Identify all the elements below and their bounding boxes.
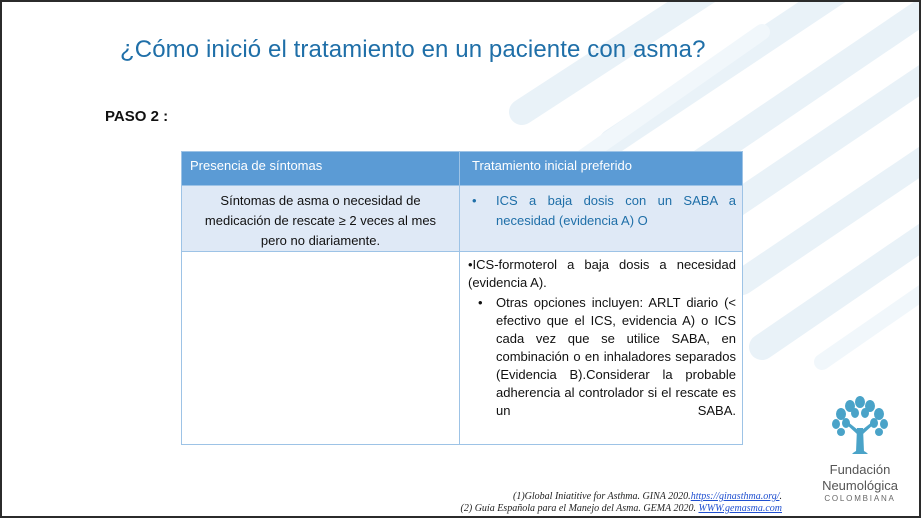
treatment-block <box>460 252 742 420</box>
bullet-marker: • <box>472 193 477 208</box>
other-options-item <box>468 294 736 420</box>
logo-line-1: Fundación <box>829 462 891 477</box>
table-row <box>182 186 743 252</box>
treatment-text: ICS a baja dosis con un SABA a necesidad (evidencia A) O <box>496 193 736 228</box>
symptoms-cell-empty <box>182 252 460 445</box>
reference-1-text: (1)Global Iniatitive for Asthma. GINA 2020. <box>513 491 691 502</box>
reference-2-text: (2) Guía Española para el Manejo del Asma. GEMA 2020. <box>460 503 699 514</box>
logo-line-2: Neumológica <box>822 478 898 493</box>
table-header-row <box>182 152 743 186</box>
header-treatment: Tratamiento inicial preferido <box>460 152 743 186</box>
symptoms-text: Síntomas de asma o necesidad de medicación de rescate ≥ 2 veces al mes pero no diariamente. <box>204 193 437 248</box>
treatment-main-text: •ICS-formoterol a baja dosis a necesidad (evidencia A). <box>468 257 736 290</box>
treatment-table <box>181 151 743 445</box>
symptoms-cell <box>182 186 460 252</box>
treatment-bullet-item <box>460 186 742 231</box>
reference-1-link[interactable]: https://ginasthma.org/ <box>690 491 780 502</box>
treatment-cell <box>460 186 743 252</box>
tree-icon <box>828 394 892 456</box>
reference-1-end: . <box>779 491 782 502</box>
header-symptoms: Presencia de síntomas <box>182 152 460 186</box>
step-label: PASO 2 : <box>105 108 169 125</box>
treatment-cell <box>460 252 743 445</box>
slide-title: ¿Cómo inició el tratamiento en un paciente con asma? <box>120 36 706 63</box>
slide <box>2 2 919 516</box>
reference-1 <box>382 491 782 503</box>
bullet-marker: • <box>478 295 483 310</box>
reference-2 <box>382 503 782 515</box>
table-row <box>182 252 743 445</box>
logo <box>820 394 900 504</box>
logo-line-3: COLOMBIANA <box>824 494 896 503</box>
other-options-text: Otras opciones incluyen: ARLT diario (< efectivo que el ICS, evidencia A) o ICS cada vez que se utilice SABA, en combinación o en inhaladores separados (Evidencia B).Considerar la probable adherencia al controlador si el rescate es un SABA. <box>496 295 736 418</box>
reference-2-link[interactable]: WWW.gemasma.com <box>698 503 782 514</box>
references <box>382 491 782 515</box>
